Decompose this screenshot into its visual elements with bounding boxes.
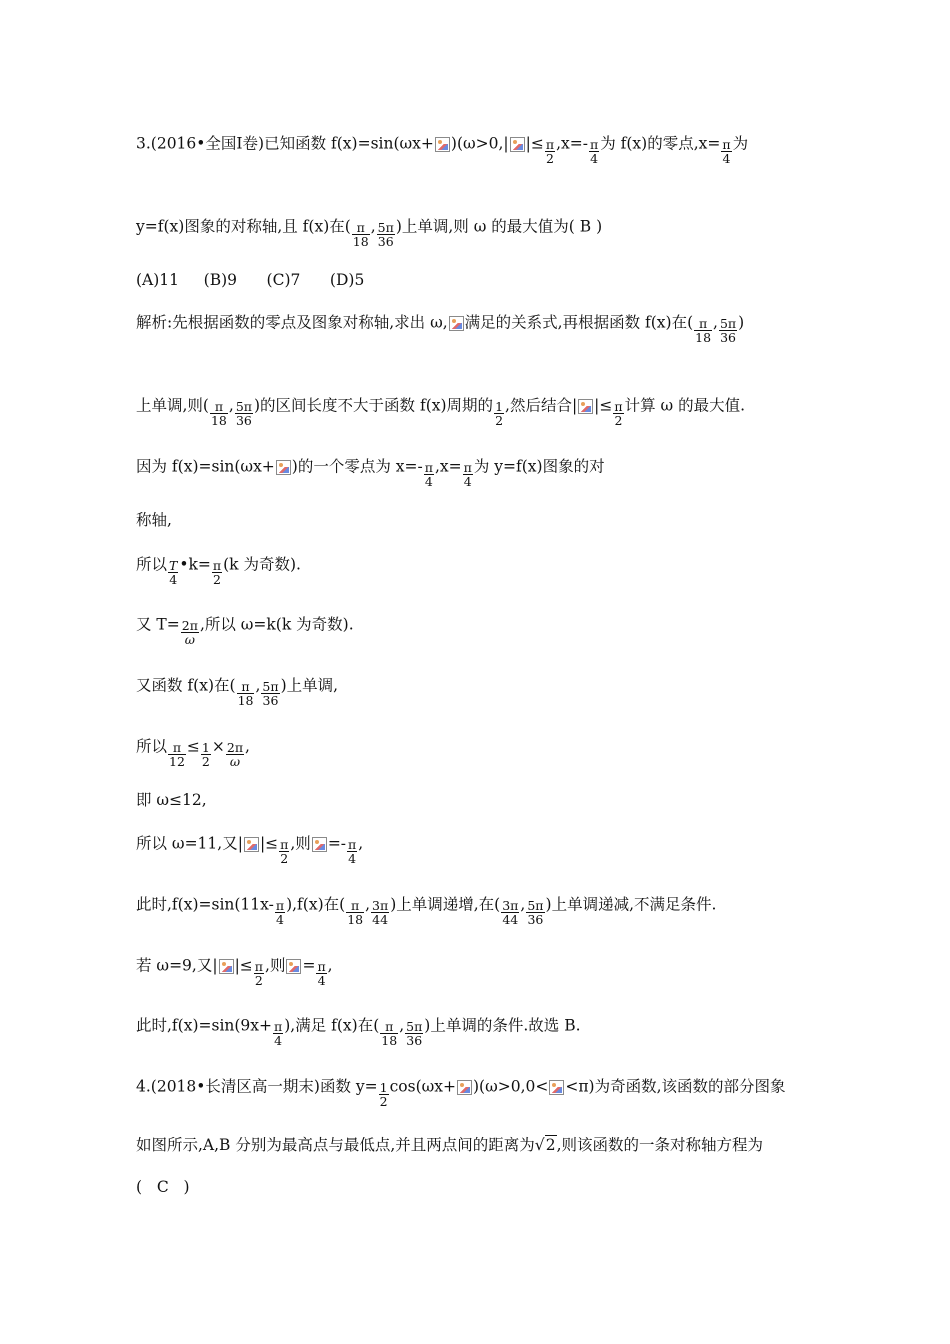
fraction: $\frac{\pi}{12}$ (169, 740, 185, 769)
fraction: $\frac{\pi}{18}$ (352, 220, 369, 249)
problem3-options: (A)11 (B)9 (C)7 (D)5 (136, 271, 365, 289)
fraction: $\frac{3\pi}{44}$ (372, 898, 389, 927)
fraction: $\frac{\pi}{2}$ (212, 558, 222, 587)
fraction: $\frac{\pi}{4}$ (348, 837, 357, 866)
fraction: $\frac{T}{4}$ (169, 558, 178, 587)
solution-line: 即 ω≤12, (136, 791, 207, 809)
fraction: $\frac{\pi}{4}$ (317, 959, 326, 988)
problem4-stem-line2: 如图所示,A,B 分别为最高点与最低点,并且两点间的距离为√2,则该函数的一条对称轴方程为 (136, 1136, 763, 1154)
solution-line: 因为 f(x)=sin(ωx+ )的一个零点为 x=- $\frac{\pi}{4}$ ,x= $\frac{\pi}{4}$ 为 y=f(x)图象的对 (136, 457, 605, 489)
fraction: $\frac{1}{2}$ (495, 399, 504, 428)
fraction: $\frac{5\pi}{36}$ (235, 399, 252, 428)
solution-line: 此时,f(x)=sin(11x- $\frac{\pi}{4}$ ),f(x)在( $\frac{\pi}{18}$ , $\frac{3\pi}{44}$ )上单调递增,在( $\frac{3\pi}{44}$ , $\frac{5\pi}{36}$ )上单调递减,不满足条件. (136, 895, 717, 927)
problem4-answer: ( C ) (136, 1178, 190, 1196)
problem4-stem-line1: 4.(2018•长清区高一期末)函数 y= $\frac{1}{2}$ cos(ωx+ )(ω>0,0< <π)为奇函数,该函数的部分图象 (136, 1077, 786, 1109)
fraction: $\frac{2\pi}{\omega}$ (181, 618, 198, 647)
sqrt-expression: √2 (534, 1136, 556, 1154)
fraction: $\frac{2\pi}{\omega}$ (226, 740, 244, 769)
formula-image-icon (286, 959, 301, 974)
fraction: $\frac{\pi}{18}$ (237, 679, 254, 708)
fraction: $\frac{\pi}{2}$ (545, 137, 555, 166)
fraction: $\frac{5\pi}{36}$ (406, 1019, 423, 1048)
fraction: $\frac{\pi}{18}$ (347, 898, 364, 927)
fraction: $\frac{5\pi}{36}$ (377, 220, 394, 249)
fraction: $\frac{\pi}{2}$ (254, 959, 264, 988)
solution-line: 所以 $\frac{T}{4}$ •k= $\frac{\pi}{2}$ (k 为奇数). (136, 555, 301, 587)
fraction: $\frac{5\pi}{36}$ (262, 679, 279, 708)
solution-line: 又 T= $\frac{2\pi}{\omega}$ ,所以 ω=k(k 为奇数). (136, 615, 354, 647)
solution-line: 此时,f(x)=sin(9x+ $\frac{\pi}{4}$ ),满足 f(x)在( $\frac{\pi}{18}$ , $\frac{5\pi}{36}$ )上单调的条件.故选 B. (136, 1016, 581, 1048)
fraction: $\frac{\pi}{4}$ (424, 460, 433, 489)
formula-image-icon (510, 137, 525, 152)
formula-image-icon (312, 837, 327, 852)
solution-line: 所以 ω=11,又| |≤ $\frac{\pi}{2}$ ,则 =- $\frac{\pi}{4}$ , (136, 834, 364, 866)
fraction: $\frac{\pi}{2}$ (614, 399, 623, 428)
fraction: $\frac{\pi}{4}$ (463, 460, 472, 489)
formula-image-icon (244, 837, 259, 852)
fraction: $\frac{\pi}{4}$ (275, 898, 285, 927)
solution-line: 又函数 f(x)在( $\frac{\pi}{18}$ , $\frac{5\pi}{36}$ )上单调, (136, 676, 339, 708)
fraction: $\frac{5\pi}{36}$ (719, 316, 737, 345)
problem3-stem-line2: y=f(x)图象的对称轴,且 f(x)在( $\frac{\pi}{18}$ , $\frac{5\pi}{36}$ )上单调,则 ω 的最大值为( B ) (136, 217, 603, 249)
solution-line: 上单调,则( $\frac{\pi}{18}$ , $\frac{5\pi}{36}$ )的区间长度不大于函数 f(x)周期的 $\frac{1}{2}$ ,然后结合| |≤ $\frac{\pi}{2}$ 计算 ω 的最大值. (136, 396, 746, 428)
fraction: $\frac{\pi}{2}$ (280, 837, 289, 866)
fraction: $\frac{1}{2}$ (379, 1080, 388, 1109)
fraction: $\frac{\pi}{18}$ (210, 399, 227, 428)
solution-line: 称轴, (136, 511, 172, 529)
fraction: $\frac{\pi}{4}$ (274, 1019, 283, 1048)
formula-image-icon (435, 137, 450, 152)
formula-image-icon (276, 460, 291, 475)
fraction: $\frac{1}{2}$ (201, 740, 210, 769)
fraction: $\frac{\pi}{4}$ (589, 137, 599, 166)
solution-line: 若 ω=9,又| |≤ $\frac{\pi}{2}$ ,则 = $\frac{\pi}{4}$ , (136, 956, 333, 988)
formula-image-icon (449, 316, 464, 331)
fraction: $\frac{\pi}{18}$ (381, 1019, 398, 1048)
formula-image-icon (578, 399, 593, 414)
formula-image-icon (549, 1080, 564, 1095)
solution-line: 所以 $\frac{\pi}{12}$ ≤ $\frac{1}{2}$ × $\frac{2\pi}{\omega}$ , (136, 737, 250, 769)
formula-image-icon (219, 959, 234, 974)
fraction: $\frac{\pi}{18}$ (695, 316, 712, 345)
solution-line: 解析:先根据函数的零点及图象对称轴,求出 ω, 满足的关系式,再根据函数 f(x)在( $\frac{\pi}{18}$ , $\frac{5\pi}{36}$ ) (136, 313, 745, 345)
formula-image-icon (457, 1080, 472, 1095)
problem3-stem-line1: 3.(2016•全国Ⅰ卷)已知函数 f(x)=sin(ωx+ )(ω>0,| |≤ $\frac{\pi}{2}$ ,x=- $\frac{\pi}{4}$ 为 f(x)的零点,x= $\frac{\pi}{4}$ 为 (136, 134, 749, 166)
fraction: $\frac{3\pi}{44}$ (502, 898, 519, 927)
fraction: $\frac{\pi}{4}$ (722, 137, 731, 166)
fraction: $\frac{5\pi}{36}$ (527, 898, 544, 927)
